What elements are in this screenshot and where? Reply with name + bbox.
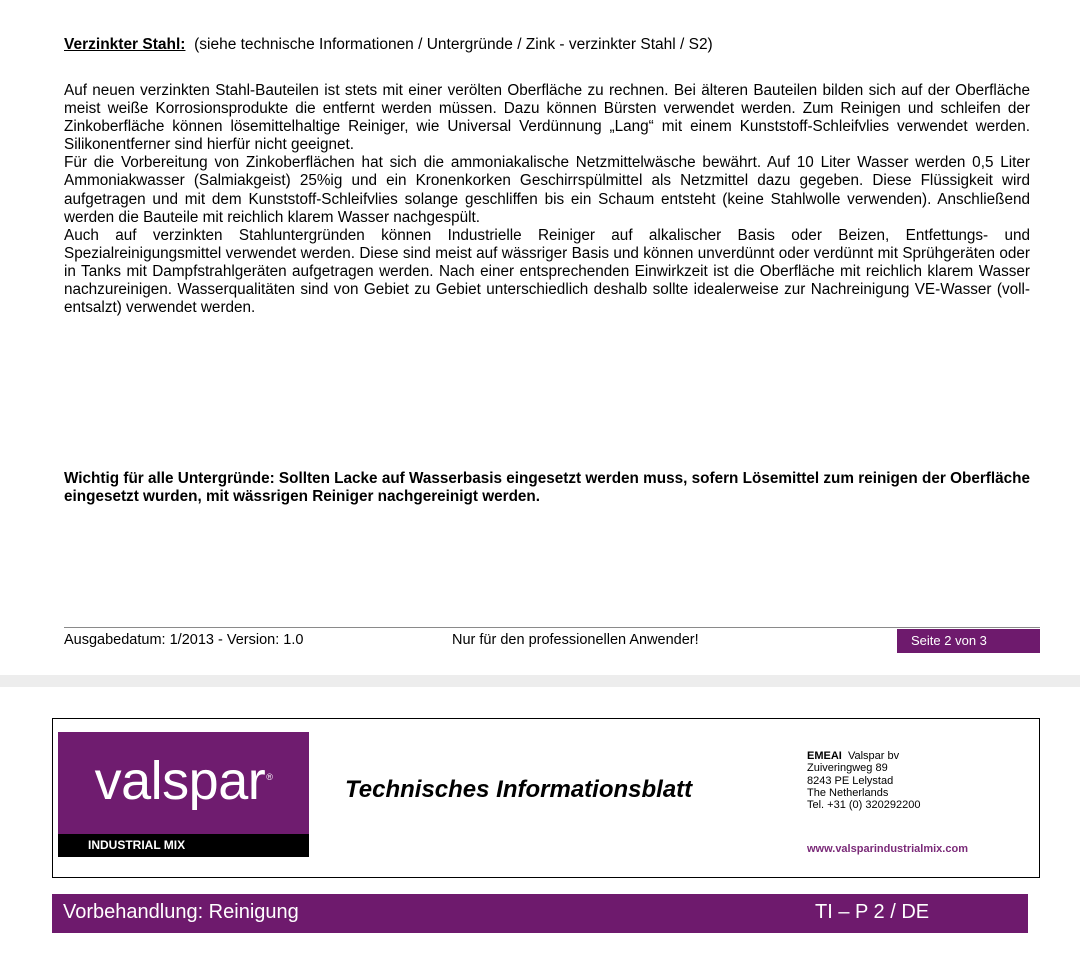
logo-registered-mark: ® — [266, 772, 273, 782]
professional-notice: Nur für den professionellen Anwender! — [452, 632, 699, 648]
paragraph-oily-surfaces: Auf neuen verzinkten Stahl-Bauteilen ist stets mit einer verölten Oberfläche zu rechnen. Bei älteren Bauteilen bilden sich auf der Oberfläche meist weiße Korrosionsprodukte die entfernt werden müssen. Dazu können Bürsten verwendet werden. Zum Reinigen und schleifen der Zinkoberfläche können lösemittelhaltige Reiniger, wie Universal Verdünnung „Lang“ mit einem Kunststoff-Schleifvlies verwendet werden. Silikonentferner sind hierfür nicht geeignet. — [64, 82, 1030, 154]
paragraph-ammonia-wash: Für die Vorbereitung von Zinkoberflächen hat sich die ammoniakalische Netzmittelwäsche bewährt. Auf 10 Liter Wasser werden 0,5 Liter Ammoniakwasser (Salmiakgeist) 25%ig und ein Kronenkorken Geschirrspülmittel als Netzmittel dazu gegeben. Diese Flüssigkeit wird aufgetragen und mit dem Kunststoff-Schleifvlies solange geschliffen bis ein Schaum entsteht (keine Stahlwolle verwenden). Anschließend werden die Bauteile mit reichlich klarem Wasser nachgespült. — [64, 154, 1030, 226]
important-note: Wichtig für alle Untergründe: Sollten Lacke auf Wasserbasis eingesetzt werden muss, sofern Lösemittel zum reinigen der Oberfläche eingesetzt wurden, mit wässrigen Reiniger nachgereinigt werden. — [64, 470, 1030, 506]
valspar-logo — [58, 732, 309, 857]
section-heading — [64, 36, 713, 54]
address-phone: Tel. +31 (0) 320292200 — [807, 799, 921, 812]
issue-date: Ausgabedatum: 1/2013 - Version: 1.0 — [64, 632, 304, 648]
address-street: Zuiveringweg 89 — [807, 762, 888, 775]
company-address — [807, 750, 920, 811]
company-name: Valspar bv — [847, 750, 900, 762]
address-country: The Netherlands — [807, 786, 889, 799]
page-separator — [0, 675, 1080, 687]
topic-title: Vorbehandlung: Reinigung — [63, 901, 299, 923]
body-text — [64, 82, 1030, 317]
website-link[interactable]: www.valsparindustrialmix.com — [807, 843, 968, 855]
topic-bar — [52, 894, 1028, 933]
document-title: Technisches Informationsblatt — [345, 776, 693, 803]
section-title: Verzinkter Stahl: — [64, 36, 186, 53]
section-reference: (siehe technische Informationen / Untergründe / Zink - verzinkter Stahl / S2) — [194, 36, 713, 53]
company-region: EMEAI — [807, 750, 842, 762]
address-city: 8243 PE Lelystad — [807, 774, 894, 787]
logo-subline: INDUSTRIAL MIX — [58, 834, 309, 857]
document-code: TI – P 2 / DE — [815, 901, 930, 923]
logo-wordmark — [58, 732, 309, 834]
paragraph-industrial-cleaners: Auch auf verzinkten Stahluntergründen können Industrielle Reiniger auf alkalischer Basis oder Beizen, Entfettungs- und Spezialreinigungsmittel verwendet werden. Diese sind meist auf wässriger Basis und können unverdünnt oder verdünnt mit Sprühgeräten oder in Tanks mit Dampfstrahlgeräten aufgetragen werden. Nach einer entsprechenden Einwirkzeit ist die Oberfläche mit reichlich klarem Wasser nachzureinigen. Wasserqualitäten sind von Gebiet zu Gebiet unterschiedlich deshalb sollte idealerweise zur Nachreinigung VE-Wasser (voll-entsalzt) verwendet werden. — [64, 226, 1030, 317]
footer-divider — [64, 627, 1040, 628]
page-number-badge: Seite 2 von 3 — [897, 629, 1040, 653]
logo-brand: valspar — [94, 751, 266, 811]
